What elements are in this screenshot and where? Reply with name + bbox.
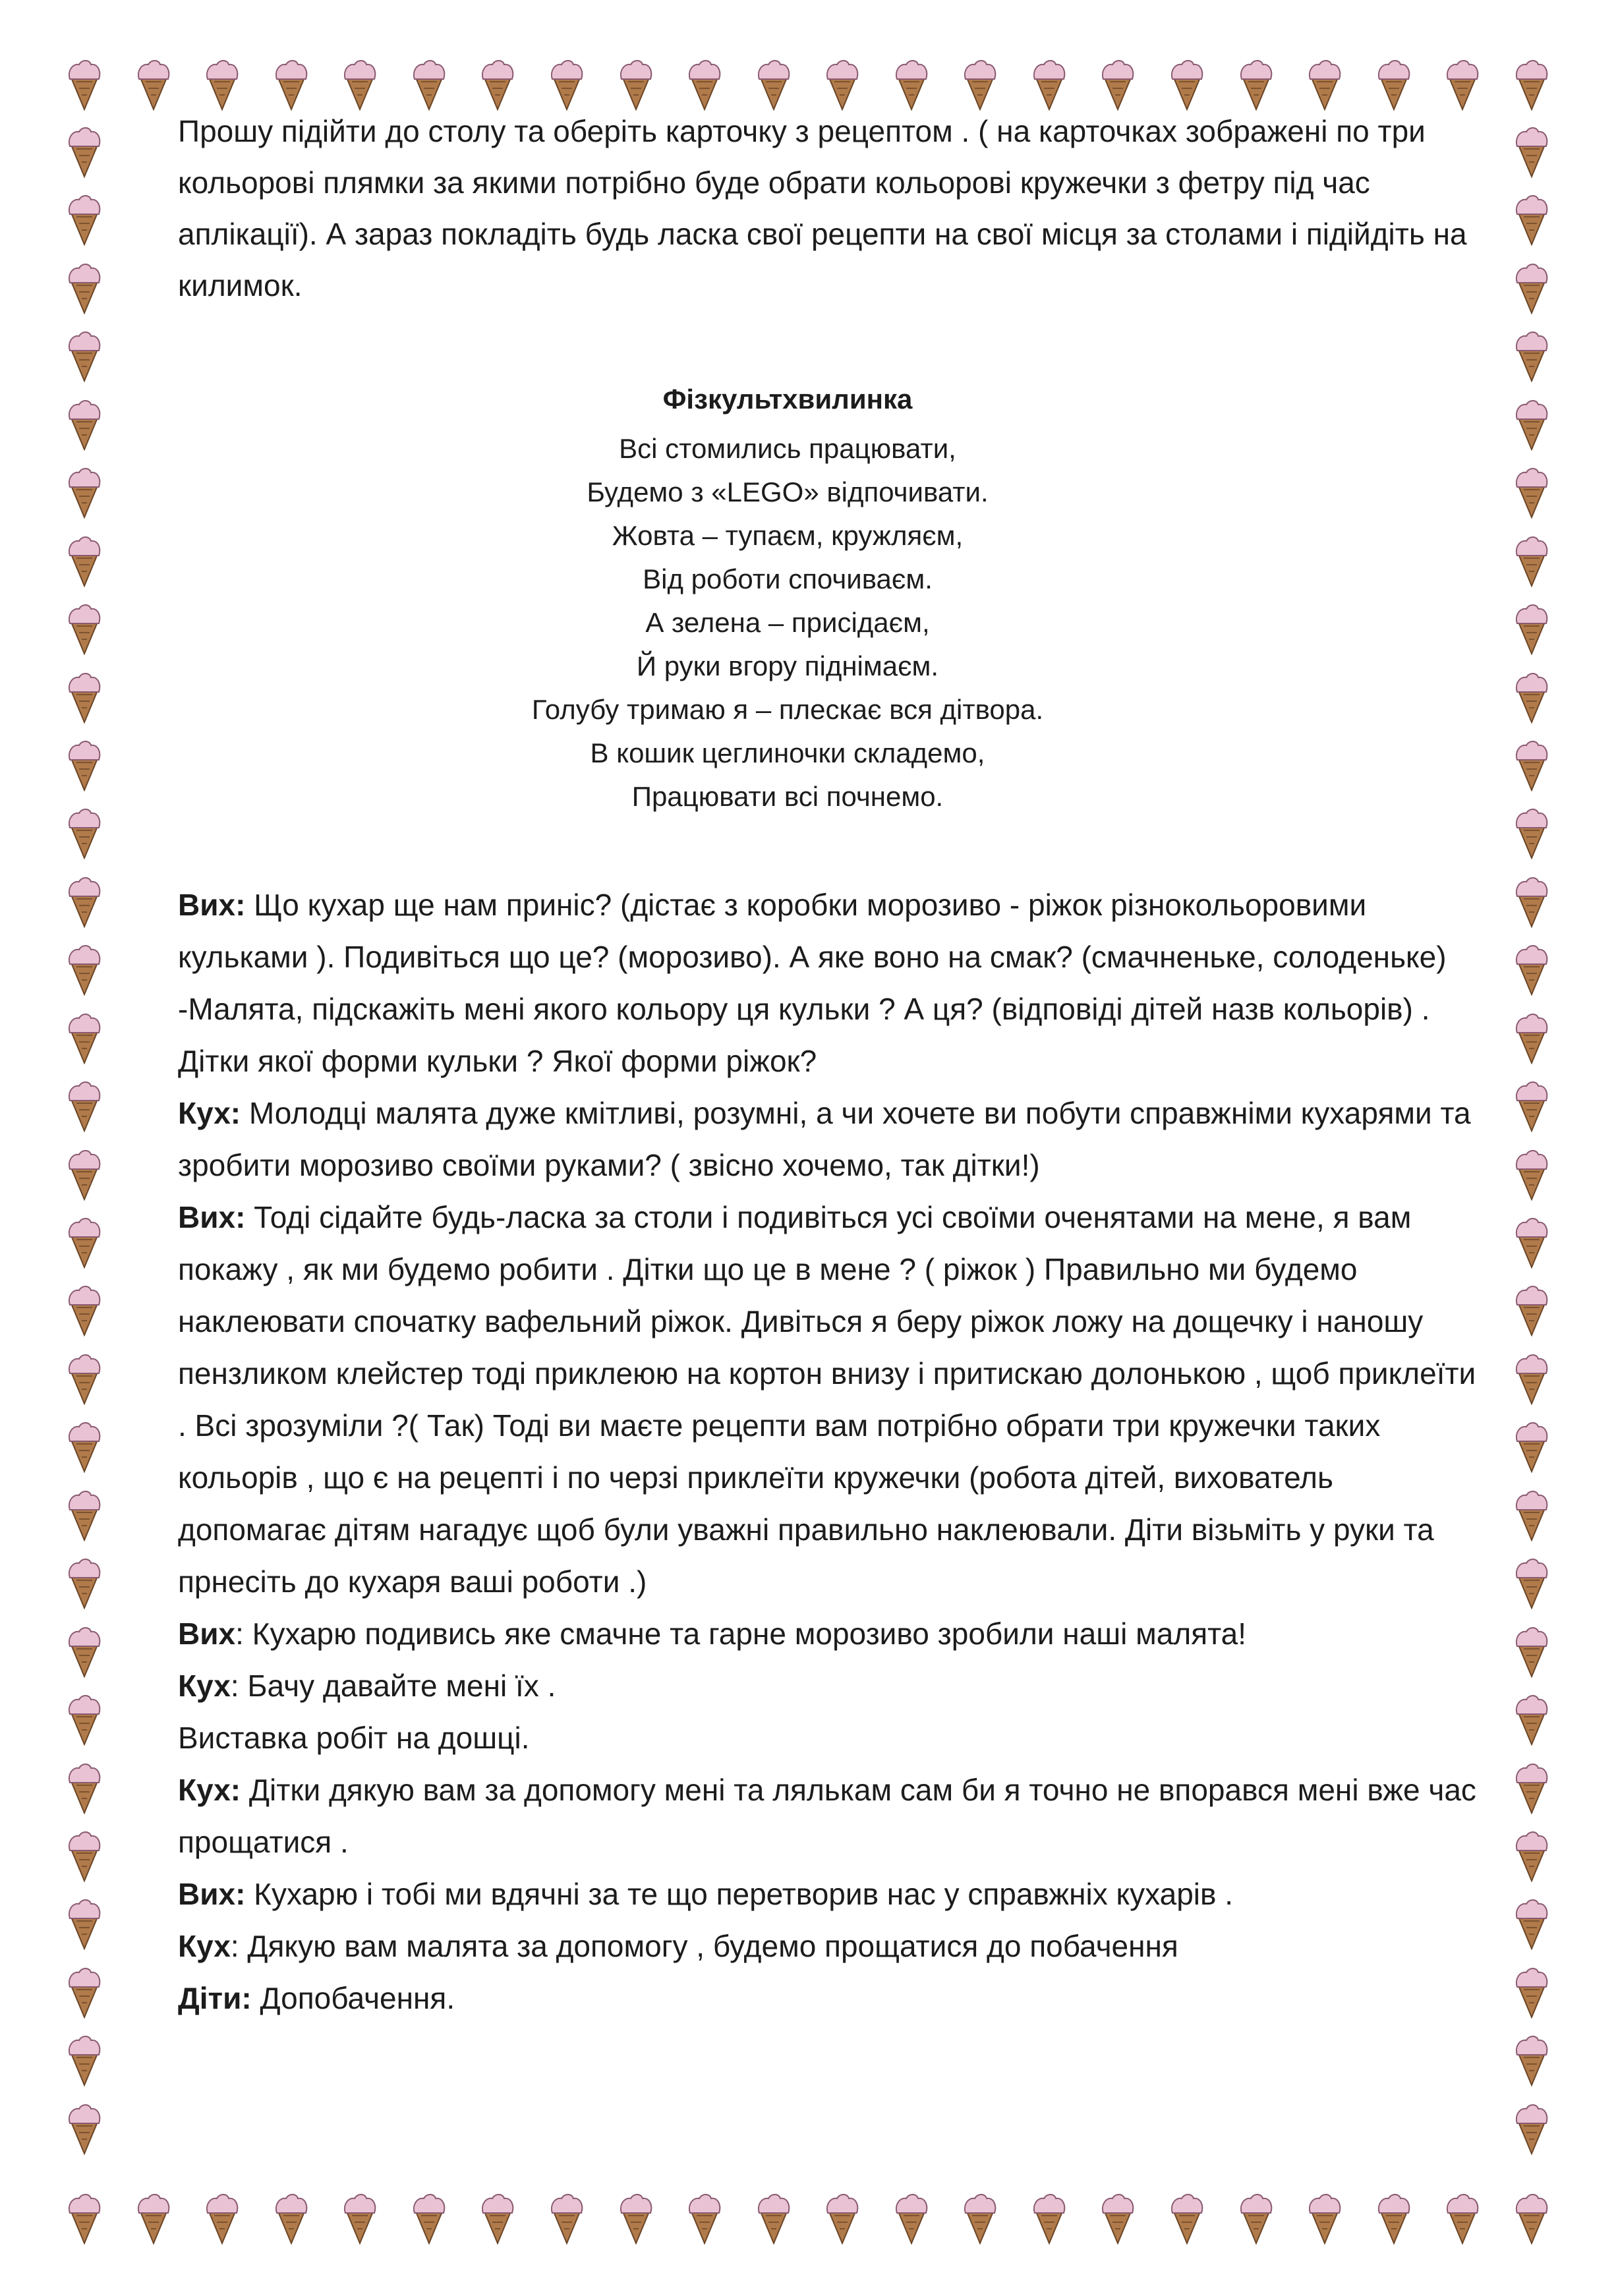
ice-cream-cone-icon	[1099, 2192, 1136, 2245]
ice-cream-cone-icon	[686, 2192, 723, 2245]
ice-cream-cone-icon	[1031, 58, 1068, 111]
ice-cream-cone-icon	[548, 58, 585, 111]
dialog-text: Дітки дякую вам за допомогу мені та лялькам сам би я точно не впорався мені вже час прощатися .	[178, 1773, 1476, 1859]
ice-cream-cone-icon	[1513, 262, 1550, 314]
ice-cream-cone-icon	[1513, 2192, 1550, 2245]
ice-cream-cone-icon	[66, 1284, 103, 1336]
speaker-label: Вих:	[178, 1200, 246, 1234]
ice-cream-cone-icon	[1306, 58, 1343, 111]
ice-cream-cone-icon	[66, 1625, 103, 1678]
dialog-text: Тоді сідайте будь-ласка за столи і подивіться усі своїми оченятами на мене, я вам покажу , як ми будемо робити . Дітки що це в мене ? ( ріжок ) Правильно ми будемо наклеювати спочатку вафельний ріжок. Дивіться я беру ріжок ложу на дощечку і наношу пензликом клейстер тоді приклеюю на кортон внизу і притискаю долонькою , щоб приклеїти . Всі зрозуміли ?( Так) Тоді ви маєте рецепти вам потрібно обрати три кружечки таких кольорів , що є на рецепті і по черзі приклеїти кружечки (робота дітей, вихователь допомагає дітям нагадує щоб були уважні правильно наклеювали. Діти візьміть у руки та прнесіть до кухаря ваші роботи .)	[178, 1200, 1476, 1599]
ice-cream-cone-icon	[1513, 1012, 1550, 1064]
border-bottom	[66, 2192, 1550, 2245]
dialog-line	[178, 1868, 1476, 1920]
ice-cream-cone-icon	[1169, 58, 1205, 111]
ice-cream-cone-icon	[66, 2192, 103, 2245]
poem-line: Жовта – тупаєм, кружляєм,	[612, 520, 964, 551]
ice-cream-cone-icon	[1513, 125, 1550, 178]
ice-cream-cone-icon	[66, 193, 103, 246]
ice-cream-cone-icon	[66, 671, 103, 724]
ice-cream-cone-icon	[66, 875, 103, 928]
ice-cream-cone-icon	[341, 58, 378, 111]
ice-cream-cone-icon	[135, 58, 172, 111]
ice-cream-cone-icon	[204, 58, 241, 111]
dialog-line	[178, 1608, 1476, 1660]
ice-cream-cone-icon	[1238, 58, 1275, 111]
poem-title: Фізкультхвилинка	[662, 384, 913, 415]
poem-block	[99, 384, 1476, 818]
ice-cream-cone-icon	[618, 2192, 654, 2245]
ice-cream-cone-icon	[1513, 1557, 1550, 1609]
ice-cream-cone-icon	[755, 2192, 792, 2245]
ice-cream-cone-icon	[66, 1216, 103, 1269]
dialog-line	[178, 1087, 1476, 1191]
ice-cream-cone-icon	[1513, 1693, 1550, 1746]
ice-cream-cone-icon	[66, 1352, 103, 1405]
speaker-label: Кух	[178, 1669, 231, 1703]
ice-cream-cone-icon	[1513, 1420, 1550, 1473]
ice-cream-cone-icon	[1513, 1148, 1550, 1201]
poem-line: Всі стомились працювати,	[619, 433, 956, 464]
ice-cream-cone-icon	[1513, 875, 1550, 928]
ice-cream-cone-icon	[66, 807, 103, 859]
ice-cream-cone-icon	[1513, 1489, 1550, 1541]
ice-cream-cone-icon	[66, 1829, 103, 1882]
dialog-block	[178, 879, 1476, 2024]
ice-cream-cone-icon	[1099, 58, 1136, 111]
border-top	[66, 58, 1550, 111]
ice-cream-cone-icon	[824, 58, 861, 111]
ice-cream-cone-icon	[66, 1079, 103, 1132]
ice-cream-cone-icon	[479, 2192, 516, 2245]
ice-cream-cone-icon	[1513, 1829, 1550, 1882]
ice-cream-cone-icon	[548, 2192, 585, 2245]
dialog-text: Допобачення.	[251, 1981, 455, 2015]
speaker-label: Вих:	[178, 888, 246, 922]
poem-line: А зелена – присідаєм,	[645, 607, 930, 638]
ice-cream-cone-icon	[1513, 943, 1550, 996]
ice-cream-cone-icon	[1169, 2192, 1205, 2245]
border-right	[1513, 125, 1550, 2155]
ice-cream-cone-icon	[135, 2192, 172, 2245]
ice-cream-cone-icon	[66, 466, 103, 519]
ice-cream-cone-icon	[479, 58, 516, 111]
ice-cream-cone-icon	[1513, 671, 1550, 724]
dialog-text: Що кухар ще нам приніс? (дістає з коробки морозиво - ріжок різнокольоровими кульками ). Подивіться що це? (морозиво). А яке воно на смак? (смачненьке, солоденьке)	[178, 888, 1447, 974]
ice-cream-cone-icon	[1513, 1284, 1550, 1336]
ice-cream-cone-icon	[66, 534, 103, 587]
speaker-label: Вих:	[178, 1877, 246, 1911]
ice-cream-cone-icon	[618, 58, 654, 111]
ice-cream-cone-icon	[1444, 58, 1481, 111]
dialog-line	[178, 1191, 1476, 1608]
ice-cream-cone-icon	[1513, 602, 1550, 655]
ice-cream-cone-icon	[66, 602, 103, 655]
ice-cream-cone-icon	[893, 2192, 930, 2245]
dialog-text: : Дякую вам малята за допомогу , будемо прощатися до побачення	[230, 1929, 1178, 1963]
dialog-text: -Малята, підскажіть мені якого кольору ця кульки ? А ця? (відповіді дітей назв кольорів) . Дітки якої форми кульки ? Якої форми ріжок?	[178, 992, 1430, 1078]
ice-cream-cone-icon	[273, 58, 310, 111]
poem-line: Й руки вгору піднімаєм.	[636, 650, 939, 681]
dialog-line	[178, 1972, 1476, 2024]
ice-cream-cone-icon	[962, 58, 998, 111]
ice-cream-cone-icon	[1513, 534, 1550, 587]
ice-cream-cone-icon	[893, 58, 930, 111]
ice-cream-cone-icon	[66, 1557, 103, 1609]
ice-cream-cone-icon	[1375, 2192, 1412, 2245]
speaker-label: Діти:	[178, 1981, 252, 2015]
dialog-line	[178, 1920, 1476, 1972]
ice-cream-cone-icon	[66, 1897, 103, 1950]
ice-cream-cone-icon	[1513, 466, 1550, 519]
ice-cream-cone-icon	[1444, 2192, 1481, 2245]
ice-cream-cone-icon	[1513, 58, 1550, 111]
ice-cream-cone-icon	[66, 398, 103, 451]
ice-cream-cone-icon	[1513, 1352, 1550, 1405]
ice-cream-cone-icon	[1513, 739, 1550, 791]
ice-cream-cone-icon	[1513, 2034, 1550, 2086]
dialog-text: : Бачу давайте мені їх .	[230, 1669, 556, 1703]
ice-cream-cone-icon	[1306, 2192, 1343, 2245]
ice-cream-cone-icon	[66, 2102, 103, 2155]
dialog-line	[178, 1712, 1476, 1764]
ice-cream-cone-icon	[66, 1420, 103, 1473]
ice-cream-cone-icon	[66, 2034, 103, 2086]
ice-cream-cone-icon	[66, 943, 103, 996]
ice-cream-cone-icon	[66, 1012, 103, 1064]
dialog-line	[178, 983, 1476, 1087]
ice-cream-cone-icon	[1513, 1762, 1550, 1814]
ice-cream-cone-icon	[1375, 58, 1412, 111]
ice-cream-cone-icon	[66, 262, 103, 314]
ice-cream-cone-icon	[66, 1693, 103, 1746]
dialog-line	[178, 1660, 1476, 1712]
ice-cream-cone-icon	[204, 2192, 241, 2245]
ice-cream-cone-icon	[66, 58, 103, 111]
poem-line: В кошик цеглиночки складемо,	[590, 737, 985, 768]
speaker-label: Кух	[178, 1929, 231, 1963]
intro-paragraph: Прошу підійти до столу та оберіть карточку з рецептом . ( на карточках зображені по три кольорові плямки за якими потрібно буде обрати кольорові кружечки з фетру під час аплікації). А зараз покладіть будь ласка свої рецепти на свої місця за столами і підійдіть на килимок.	[178, 114, 1467, 302]
speaker-label: Вих	[178, 1617, 236, 1651]
dialog-text: Виставка робіт на дошці.	[178, 1721, 530, 1755]
ice-cream-cone-icon	[66, 1148, 103, 1201]
ice-cream-cone-icon	[755, 58, 792, 111]
poem-line: Працювати всі почнемо.	[631, 781, 944, 812]
dialog-line	[178, 879, 1476, 983]
poem-line: Будемо з «LEGO» відпочивати.	[587, 476, 989, 507]
ice-cream-cone-icon	[1513, 1897, 1550, 1950]
ice-cream-cone-icon	[273, 2192, 310, 2245]
ice-cream-cone-icon	[1513, 193, 1550, 246]
dialog-text: : Кухарю подивись яке смачне та гарне морозиво зробили наші малята!	[235, 1617, 1247, 1651]
ice-cream-cone-icon	[411, 2192, 447, 2245]
ice-cream-cone-icon	[1031, 2192, 1068, 2245]
ice-cream-cone-icon	[1513, 1966, 1550, 2019]
speaker-label: Кух:	[178, 1773, 241, 1807]
ice-cream-cone-icon	[66, 1489, 103, 1541]
ice-cream-cone-icon	[66, 330, 103, 382]
dialog-text: Молодці малята дуже кмітливі, розумні, а чи хочете ви побути справжніми кухарями та зробити морозиво своїми руками? ( звісно хочемо, так дітки!)	[178, 1096, 1471, 1182]
ice-cream-cone-icon	[66, 125, 103, 178]
ice-cream-cone-icon	[824, 2192, 861, 2245]
speaker-label: Кух:	[178, 1096, 241, 1130]
dialog-text: Кухарю і тобі ми вдячні за те що перетворив нас у справжніх кухарів .	[245, 1877, 1234, 1911]
poem-line: Від роботи спочиваєм.	[643, 563, 933, 594]
ice-cream-cone-icon	[1513, 2102, 1550, 2155]
ice-cream-cone-icon	[1513, 1625, 1550, 1678]
poem-line: Голубу тримаю я – плескає вся дітвора.	[531, 694, 1044, 725]
ice-cream-cone-icon	[1238, 2192, 1275, 2245]
ice-cream-cone-icon	[66, 1966, 103, 2019]
ice-cream-cone-icon	[341, 2192, 378, 2245]
ice-cream-cone-icon	[686, 58, 723, 111]
ice-cream-cone-icon	[66, 1762, 103, 1814]
ice-cream-cone-icon	[1513, 1079, 1550, 1132]
ice-cream-cone-icon	[962, 2192, 998, 2245]
ice-cream-cone-icon	[66, 739, 103, 791]
border-left	[66, 125, 103, 2155]
ice-cream-cone-icon	[1513, 807, 1550, 859]
ice-cream-cone-icon	[1513, 398, 1550, 451]
ice-cream-cone-icon	[411, 58, 447, 111]
document-body	[178, 105, 1476, 2024]
ice-cream-cone-icon	[1513, 330, 1550, 382]
ice-cream-cone-icon	[1513, 1216, 1550, 1269]
dialog-line	[178, 1764, 1476, 1868]
